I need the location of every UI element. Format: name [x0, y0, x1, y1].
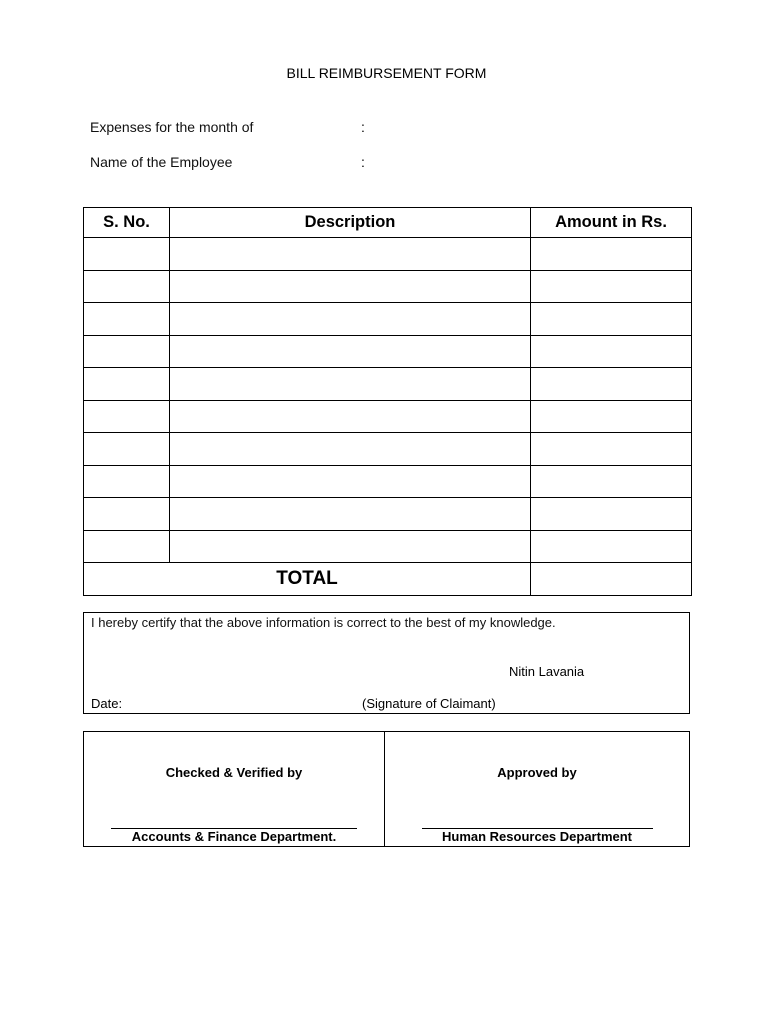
table-row — [84, 530, 692, 563]
total-amount-cell[interactable] — [531, 563, 692, 596]
sno-cell[interactable] — [84, 335, 170, 368]
checked-verified-heading: Checked & Verified by — [165, 765, 303, 780]
table-row — [84, 303, 692, 336]
month-separator: : — [361, 119, 365, 135]
table-row — [84, 335, 692, 368]
column-header-description: Description — [170, 208, 531, 238]
signature-label: (Signature of Claimant) — [362, 696, 496, 711]
expense-table — [83, 207, 692, 596]
claimant-name: Nitin Lavania — [509, 664, 585, 679]
amount-cell[interactable] — [531, 465, 692, 498]
description-cell[interactable] — [170, 498, 531, 531]
employee-separator: : — [361, 154, 365, 170]
amount-cell[interactable] — [531, 238, 692, 271]
sno-cell[interactable] — [84, 465, 170, 498]
form-title: BILL REIMBURSEMENT FORM — [286, 65, 487, 81]
sno-cell[interactable] — [84, 433, 170, 466]
description-cell[interactable] — [170, 400, 531, 433]
table-row — [84, 368, 692, 401]
table-row — [84, 270, 692, 303]
approved-by-heading: Approved by — [497, 765, 577, 780]
checked-verified-section — [84, 732, 384, 846]
description-cell[interactable] — [170, 465, 531, 498]
employee-label: Name of the Employee — [90, 154, 233, 170]
table-row — [84, 238, 692, 271]
table-row — [84, 498, 692, 531]
description-cell[interactable] — [170, 368, 531, 401]
sno-cell[interactable] — [84, 530, 170, 563]
description-cell[interactable] — [170, 530, 531, 563]
amount-cell[interactable] — [531, 530, 692, 563]
table-row — [84, 433, 692, 466]
amount-cell[interactable] — [531, 433, 692, 466]
amount-cell[interactable] — [531, 368, 692, 401]
hr-department-label: Human Resources Department — [442, 829, 632, 844]
certification-box — [83, 612, 690, 714]
table-row — [84, 400, 692, 433]
sno-cell[interactable] — [84, 270, 170, 303]
expense-rows — [84, 238, 692, 596]
table-header-row — [84, 208, 692, 238]
sno-cell[interactable] — [84, 400, 170, 433]
amount-cell[interactable] — [531, 270, 692, 303]
certification-statement: I hereby certify that the above information is correct to the best of my knowledge. — [91, 615, 556, 630]
accounts-department-label: Accounts & Finance Department. — [131, 829, 337, 844]
amount-cell[interactable] — [531, 400, 692, 433]
sno-cell[interactable] — [84, 303, 170, 336]
sno-cell[interactable] — [84, 238, 170, 271]
date-label: Date: — [91, 696, 123, 711]
column-header-amount: Amount in Rs. — [531, 208, 692, 238]
description-cell[interactable] — [170, 303, 531, 336]
amount-cell[interactable] — [531, 498, 692, 531]
approval-box — [83, 731, 690, 847]
sno-cell[interactable] — [84, 368, 170, 401]
table-row — [84, 465, 692, 498]
description-cell[interactable] — [170, 270, 531, 303]
amount-cell[interactable] — [531, 303, 692, 336]
month-label: Expenses for the month of — [90, 119, 254, 135]
amount-cell[interactable] — [531, 335, 692, 368]
description-cell[interactable] — [170, 335, 531, 368]
column-header-sno: S. No. — [84, 208, 170, 238]
description-cell[interactable] — [170, 433, 531, 466]
sno-cell[interactable] — [84, 498, 170, 531]
total-label: TOTAL — [84, 563, 531, 596]
approved-by-section — [385, 732, 689, 846]
description-cell[interactable] — [170, 238, 531, 271]
total-row — [84, 563, 692, 596]
